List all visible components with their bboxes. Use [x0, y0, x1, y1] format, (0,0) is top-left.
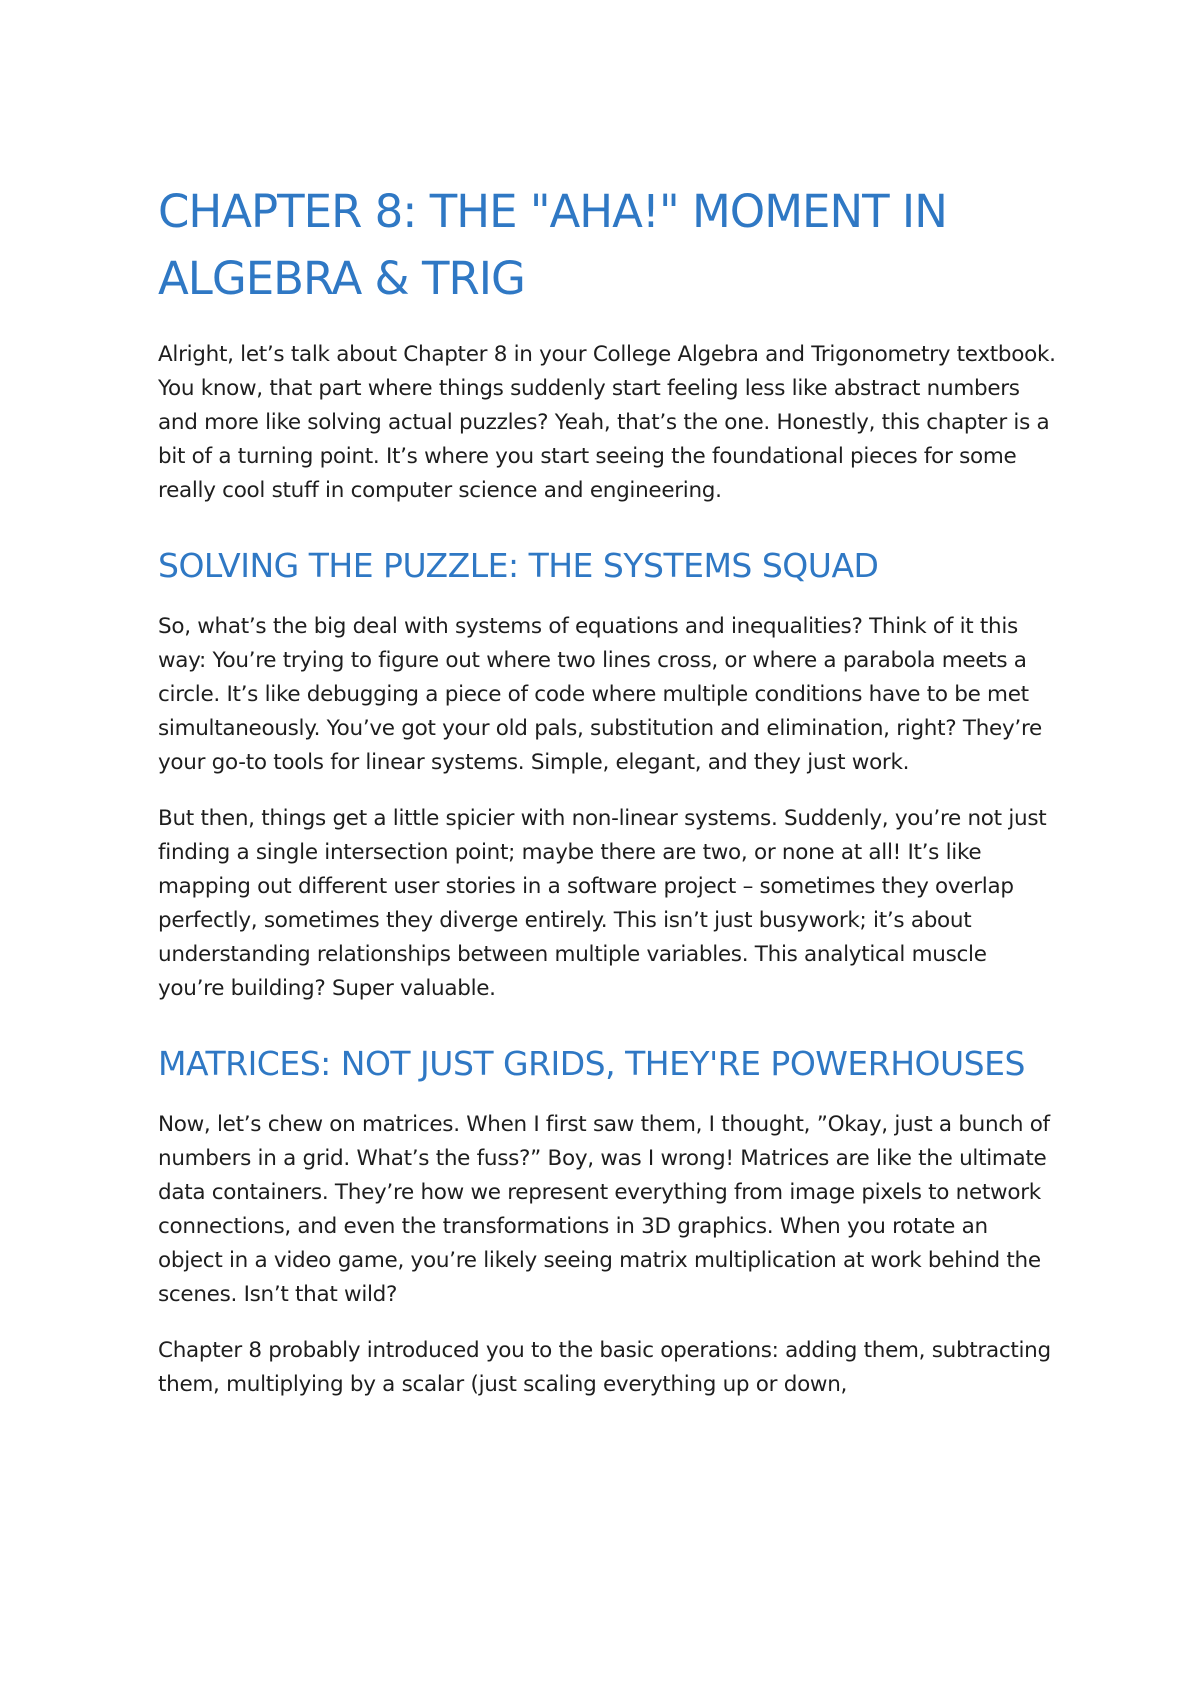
- matrices-paragraph-1: Now, let’s chew on matrices. When I first saw them, I thought, ”Okay, just a bunch of numbers in a grid. What’s the fuss?” Boy, was I wrong! Matrices are like the ultimate data containers. They’re how we represent everything from image pixels to network connections, and even the transformations in 3D graphics. When you rotate an object in a video game, you’re likely seeing matrix multiplication at work behind the scenes. Isn’t that wild?: [158, 1112, 1050, 1307]
- chapter-title: CHAPTER 8: THE "AHA!" MOMENT IN ALGEBRA & TRIG: [158, 185, 947, 305]
- systems-paragraph-1: So, what’s the big deal with systems of equations and inequalities? Think of it this way: You’re trying to figure out where two lines cross, or where a parabola meets a circle. It’s like debugging a piece of code where multiple conditions have to be met simultaneously. You’ve got your old pals, substitution and elimination, right? They’re your go-to tools for linear systems. Simple, elegant, and they just work.: [158, 614, 1042, 775]
- systems-paragraph-2: But then, things get a little spicier with non-linear systems. Suddenly, you’re not just finding a single intersection point; maybe there are two, or none at all! It’s like mapping out different user stories in a software project – sometimes they overlap perfectly, sometimes they diverge entirely. This isn’t just busywork; it’s about understanding relationships between multiple variables. This analytical muscle you’re building? Super valuable.: [158, 806, 1047, 1001]
- section-heading-systems: SOLVING THE PUZZLE: THE SYSTEMS SQUAD: [158, 546, 879, 585]
- intro-paragraph: Alright, let’s talk about Chapter 8 in your College Algebra and Trigonometry textbook. You know, that part where things suddenly start feeling less like abstract numbers and more like solving actual puzzles? Yeah, that’s the one. Honestly, this chapter is a bit of a turning point. It’s where you start seeing the foundational pieces for some really cool stuff in computer science and engineering.: [158, 342, 1056, 503]
- matrices-paragraph-2: Chapter 8 probably introduced you to the basic operations: adding them, subtracting them, multiplying by a scalar (just scaling everything up or down,: [158, 1338, 1051, 1397]
- document-body: [158, 178, 1058, 1424]
- section-heading-matrices: MATRICES: NOT JUST GRIDS, THEY'RE POWERHOUSES: [158, 1044, 1025, 1083]
